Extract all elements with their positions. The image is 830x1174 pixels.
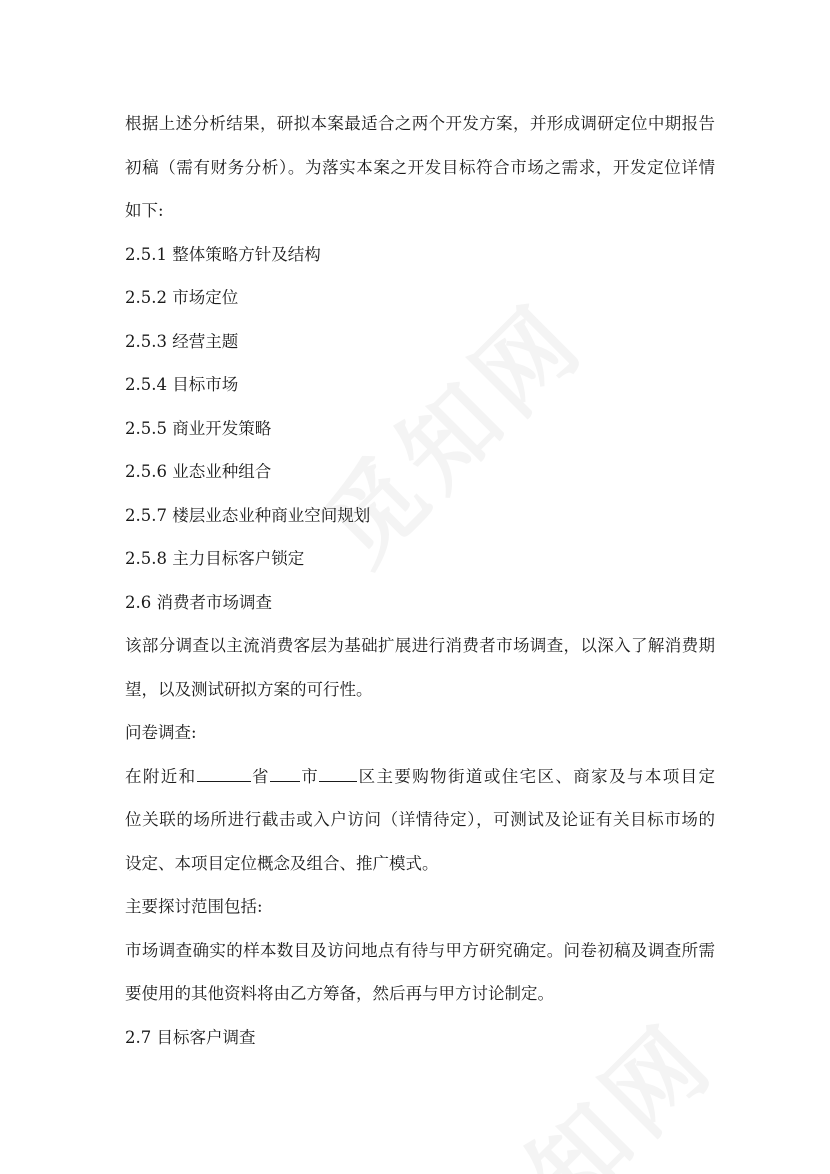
paragraph-line: 要使用的其他资料将由乙方筹备，然后再与甲方讨论制定。: [125, 984, 554, 1003]
fill-in-line: [125, 755, 715, 799]
section-heading: 2.5.8 主力目标客户锁定: [125, 549, 305, 568]
fill-text-3: 市: [299, 766, 320, 786]
blank-field-2: [270, 766, 300, 782]
document-body: [125, 102, 715, 1059]
paragraph-line: 该部分调查以主流消费客层为基础扩展进行消费者市场调查，以深入了解消费期: [125, 636, 715, 655]
paragraph-line: 如下:: [125, 201, 164, 220]
paragraph-line: 市场调查确实的样本数目及访问地点有待与甲方研究确定。问卷初稿及调查所需: [125, 940, 715, 960]
section-heading: 2.5.6 业态业种组合: [125, 462, 272, 481]
section-heading: 2.5.2 市场定位: [125, 288, 239, 307]
section-heading: 2.5.3 经营主题: [125, 331, 239, 351]
section-heading: 2.7 目标客户调查: [125, 1027, 256, 1047]
fill-text-4: 区主要购物街道或住宅区、商家及与本项目定: [357, 766, 715, 786]
section-heading: 2.5.4 目标市场: [125, 375, 239, 394]
section-heading: 2.5.5 商业开发策略: [125, 418, 272, 438]
paragraph-line: 根据上述分析结果，研拟本案最适合之两个开发方案，并形成调研定位中期报告: [125, 114, 715, 133]
blank-field-3: [319, 766, 357, 782]
section-heading: 2.5.1 整体策略方针及结构: [125, 244, 321, 264]
paragraph-line: 初稿（需有财务分析）。为落实本案之开发目标符合市场之需求，开发定位详情: [125, 157, 715, 177]
paragraph-line: 望，以及测试研拟方案的可行性。: [125, 679, 373, 699]
fill-text-2: 省: [250, 766, 270, 786]
blank-field-1: [197, 766, 251, 782]
section-heading: 2.5.7 楼层业态业种商业空间规划: [125, 505, 371, 525]
paragraph-line: 位关联的场所进行截击或入户访问（详情待定），可测试及论证有关目标市场的: [125, 810, 715, 829]
paragraph-line: 主要探讨范围包括:: [125, 897, 263, 916]
fill-text-1: 在附近和: [125, 766, 197, 786]
section-heading: 2.6 消费者市场调查: [125, 592, 272, 612]
paragraph-line: 问卷调查:: [125, 723, 197, 742]
paragraph-line: 设定、本项目定位概念及组合、推广模式。: [125, 853, 439, 873]
